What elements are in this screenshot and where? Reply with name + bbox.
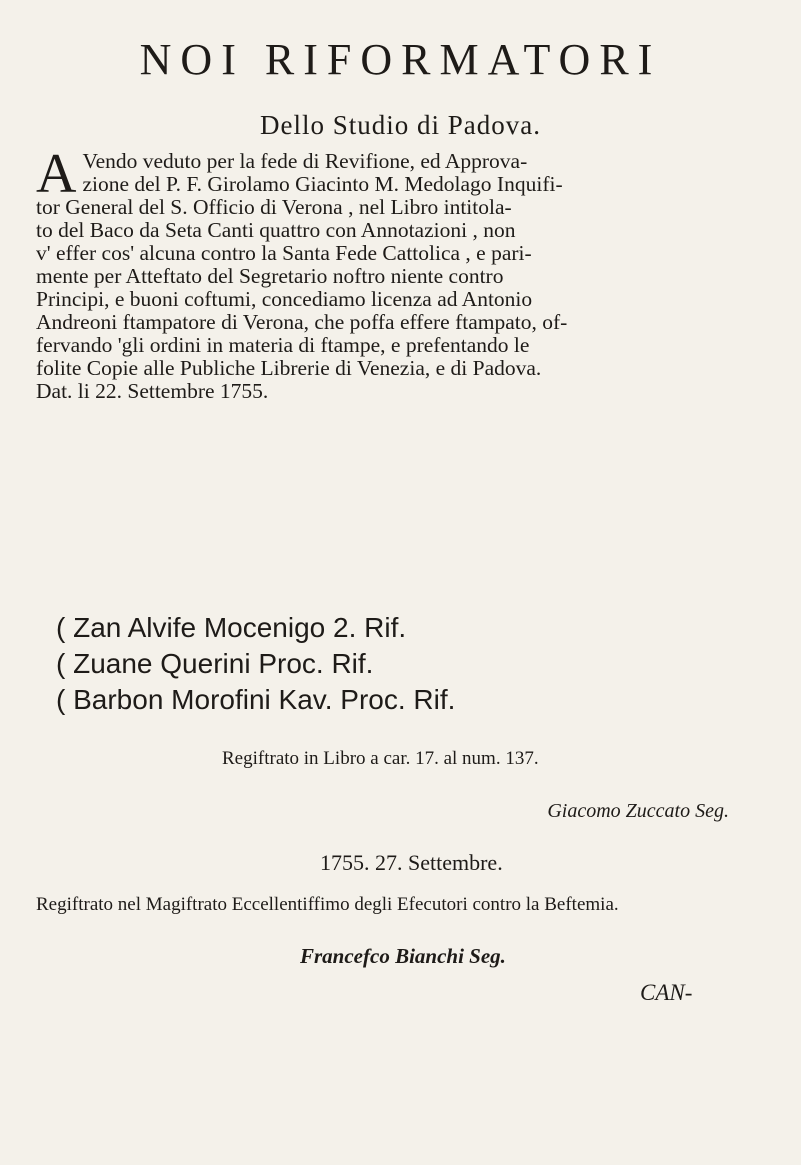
body-line: Andreoni ftampatore di Verona, che poffa effere ftampato, of- xyxy=(36,310,568,334)
signatories xyxy=(56,610,455,718)
signatory: ( Barbon Morofini Kav. Proc. Rif. xyxy=(56,684,456,715)
body-line: Dat. li 22. Settembre 1755. xyxy=(36,379,269,403)
body-line: zione del P. F. Girolamo Giacinto M. Medolago Inquifi- xyxy=(82,172,563,196)
drop-cap: A xyxy=(36,143,77,205)
signatory: ( Zan Alvife Mocenigo 2. Rif. xyxy=(56,612,407,643)
license-text xyxy=(36,143,774,403)
catchword: CAN- xyxy=(640,980,693,1005)
secretary-signature: Francefco Bianchi Seg. xyxy=(300,944,506,968)
page-subheading: Dello Studio di Padova. xyxy=(260,110,541,140)
body-line: tor General del S. Officio di Verona , nel Libro intitola- xyxy=(36,195,512,219)
secretary-signature: Giacomo Zuccato Seg. xyxy=(547,800,729,822)
body-line: fervando 'gli ordini in materia di ftampe, e prefentando le xyxy=(36,333,530,357)
body-line: v' effer cos' alcuna contro la Santa Fede Cattolica , e pari- xyxy=(36,241,532,265)
registration-note: Regiftrato nel Magiftrato Eccellentiffimo degli Efecutori contro la Beftemia. xyxy=(36,894,619,915)
page-heading: NOI RIFORMATORI xyxy=(139,35,662,84)
registration-date: 1755. 27. Settembre. xyxy=(320,850,503,875)
body-line: folite Copie alle Publiche Librerie di Venezia, e di Padova. xyxy=(36,356,542,380)
body-line: mente per Atteftato del Segretario noftro niente contro xyxy=(36,264,504,288)
body-line: Vendo veduto per la fede di Revifione, ed Approva- xyxy=(82,149,528,173)
body-line: Principi, e buoni coftumi, concediamo licenza ad Antonio xyxy=(36,287,533,311)
body-line: to del Baco da Seta Canti quattro con Annotazioni , non xyxy=(36,218,516,242)
registration-note: Regiftrato in Libro a car. 17. al num. 137. xyxy=(222,748,539,769)
signatory: ( Zuane Querini Proc. Rif. xyxy=(56,648,374,679)
